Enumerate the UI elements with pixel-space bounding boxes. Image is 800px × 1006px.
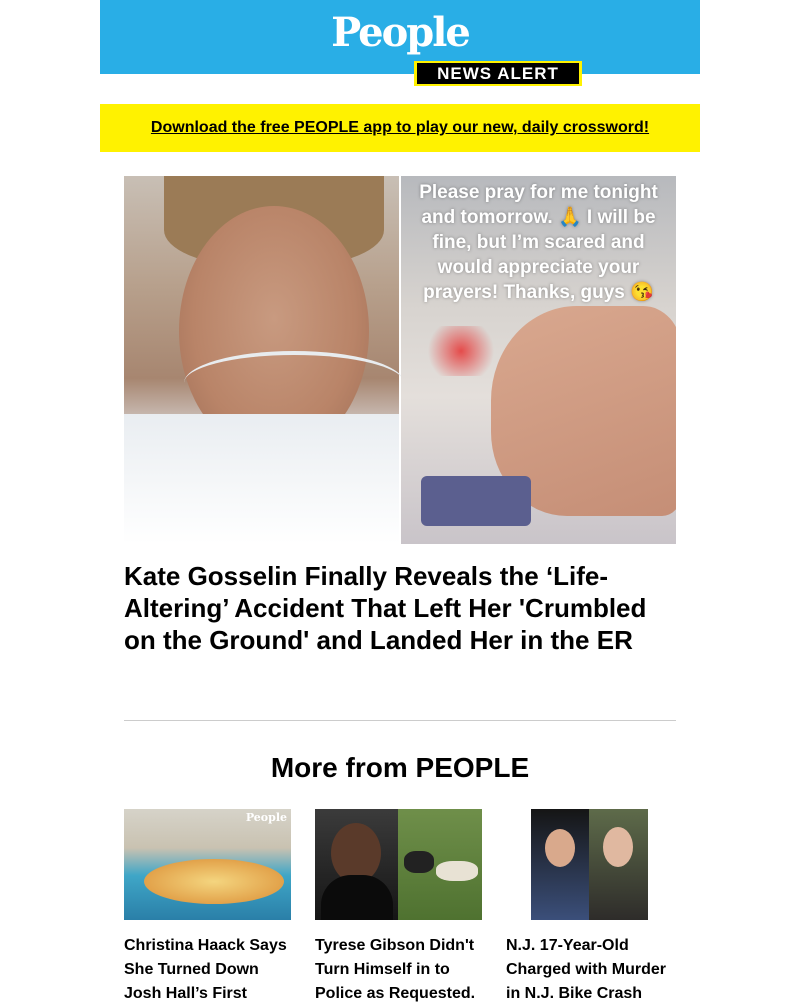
people-watermark: People xyxy=(245,811,287,824)
story-title[interactable]: N.J. 17-Year-Old Charged with Murder in N.J. Bike Crash xyxy=(506,937,667,1002)
hospital-gown xyxy=(124,414,399,544)
story-card-1[interactable] xyxy=(124,809,294,1006)
dog-shape xyxy=(404,851,434,873)
story-title[interactable]: Christina Haack Says She Turned Down Josh Hall’s First xyxy=(124,937,287,1002)
news-alert-badge xyxy=(414,61,582,86)
story-thumbnail[interactable] xyxy=(531,809,648,920)
app-download-link[interactable]: Download the free PEOPLE app to play our new, daily crossword! xyxy=(150,119,650,136)
person-shape xyxy=(331,823,381,883)
hero-image-caption: Please pray for me tonight and tomorrow. 🙏 I will be fine, but I’m scared and would appreciate your prayers! Thanks, guys 😘 xyxy=(419,182,658,303)
thumb-photo-right xyxy=(398,809,482,920)
more-section-title: More from PEOPLE xyxy=(270,752,530,783)
story-thumbnail[interactable] xyxy=(315,809,482,920)
news-alert-label: NEWS ALERT xyxy=(417,63,579,84)
hero-photo-right xyxy=(401,176,676,544)
story-title[interactable]: Tyrese Gibson Didn't Turn Himself in to Police as Requested. xyxy=(315,937,476,1002)
promo-banner xyxy=(100,104,700,152)
pool-float xyxy=(144,859,284,904)
monitor-light xyxy=(421,326,501,376)
section-divider xyxy=(124,720,676,721)
story-card-2[interactable] xyxy=(315,809,485,1006)
face-shape xyxy=(603,827,633,867)
face-shape xyxy=(545,829,575,867)
dog-shape xyxy=(436,861,478,881)
people-logo[interactable]: People xyxy=(331,9,469,56)
thumb-photo-left xyxy=(531,809,589,920)
article-headline[interactable]: Kate Gosselin Finally Reveals the ‘Life-Altering’ Accident That Left Her 'Crumbled on the Ground' and Landed Her in the ER xyxy=(124,561,647,655)
monitor-device xyxy=(421,476,531,526)
story-thumbnail[interactable] xyxy=(124,809,291,920)
header-banner xyxy=(100,0,700,83)
thumb-photo-right xyxy=(589,809,648,920)
suit-shape xyxy=(321,875,393,920)
oxygen-tube xyxy=(184,351,404,415)
hero-image[interactable] xyxy=(124,176,676,544)
story-card-3[interactable] xyxy=(506,809,676,1006)
hero-photo-left xyxy=(124,176,399,544)
thumb-photo-left xyxy=(315,809,398,920)
